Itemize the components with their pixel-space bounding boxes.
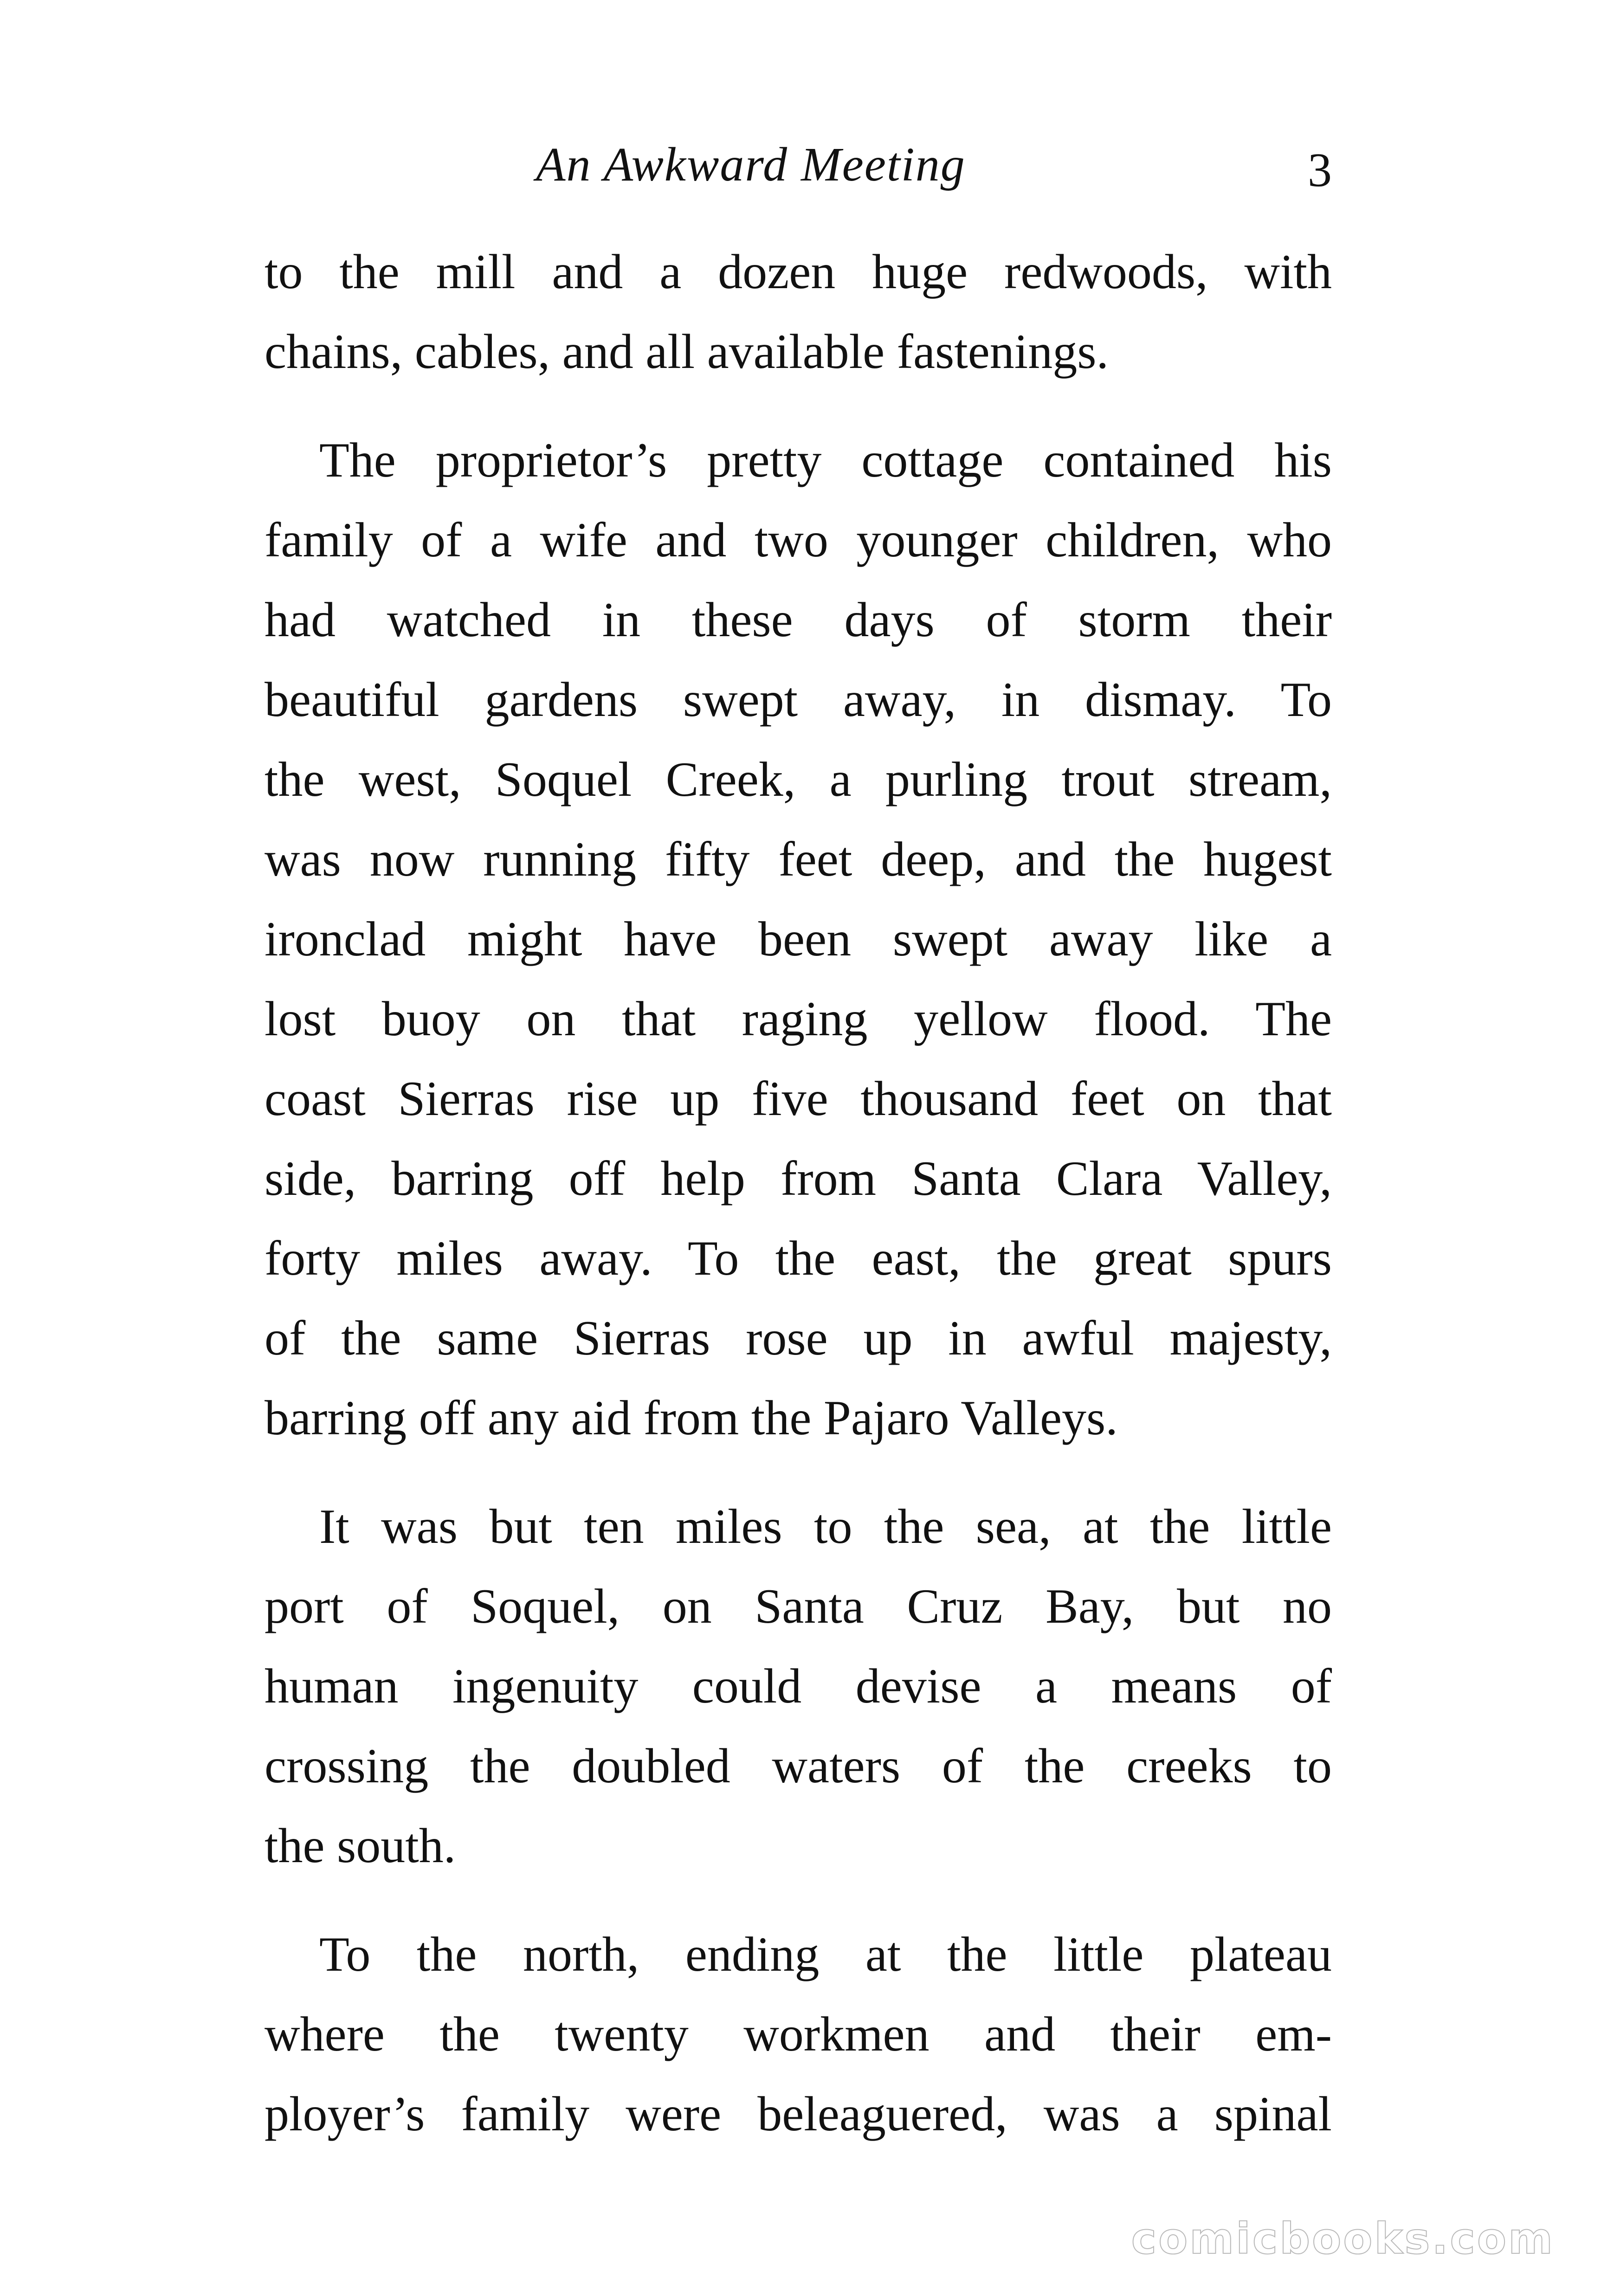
text-line: the west, Soquel Creek, a purling trout stream, xyxy=(265,752,1332,806)
text-line: chains, cables, and all available fastenings. xyxy=(265,324,1109,379)
paragraph-4 xyxy=(265,1915,1332,2154)
text-line: where the twenty workmen and their em- xyxy=(265,2007,1332,2061)
body-text xyxy=(265,232,1332,2154)
paragraph-1 xyxy=(265,232,1332,392)
text-line: coast Sierras rise up five thousand feet on that xyxy=(265,1071,1332,1126)
text-line: ployer’s family were beleaguered, was a spinal xyxy=(265,2087,1332,2141)
text-line: ironclad might have been swept away like a xyxy=(265,912,1332,966)
running-title: An Awkward Meeting xyxy=(536,138,966,191)
text-line: lost buoy on that raging yellow flood. The xyxy=(265,992,1332,1046)
text-line: family of a wife and two younger children, who xyxy=(265,513,1332,567)
paragraph-3 xyxy=(265,1487,1332,1886)
text-line: human ingenuity could devise a means of xyxy=(265,1659,1332,1713)
text-line: side, barring off help from Santa Clara Valley, xyxy=(265,1151,1332,1206)
text-line: To the north, ending at the little plateau xyxy=(319,1927,1332,1981)
text-line: port of Soquel, on Santa Cruz Bay, but no xyxy=(265,1579,1332,1633)
text-line: forty miles away. To the east, the great spurs xyxy=(265,1231,1332,1285)
text-line: of the same Sierras rose up in awful majesty, xyxy=(265,1311,1332,1365)
text-line: It was but ten miles to the sea, at the little xyxy=(319,1499,1332,1554)
text-line: to the mill and a dozen huge redwoods, with xyxy=(265,245,1332,299)
text-line: The proprietor’s pretty cottage contained his xyxy=(319,433,1332,487)
running-head xyxy=(265,130,1332,200)
text-line: had watched in these days of storm their xyxy=(265,593,1332,647)
text-line: was now running fifty feet deep, and the hugest xyxy=(265,832,1332,886)
text-line: crossing the doubled waters of the creeks to xyxy=(265,1739,1332,1793)
text-line: the south. xyxy=(265,1819,456,1873)
text-line: beautiful gardens swept away, in dismay. To xyxy=(265,672,1332,727)
paragraph-2 xyxy=(265,420,1332,1458)
page-number: 3 xyxy=(1308,143,1332,197)
text-line: barring off any aid from the Pajaro Valleys. xyxy=(265,1391,1118,1445)
watermark: comicbooks.com xyxy=(1131,2214,1555,2264)
